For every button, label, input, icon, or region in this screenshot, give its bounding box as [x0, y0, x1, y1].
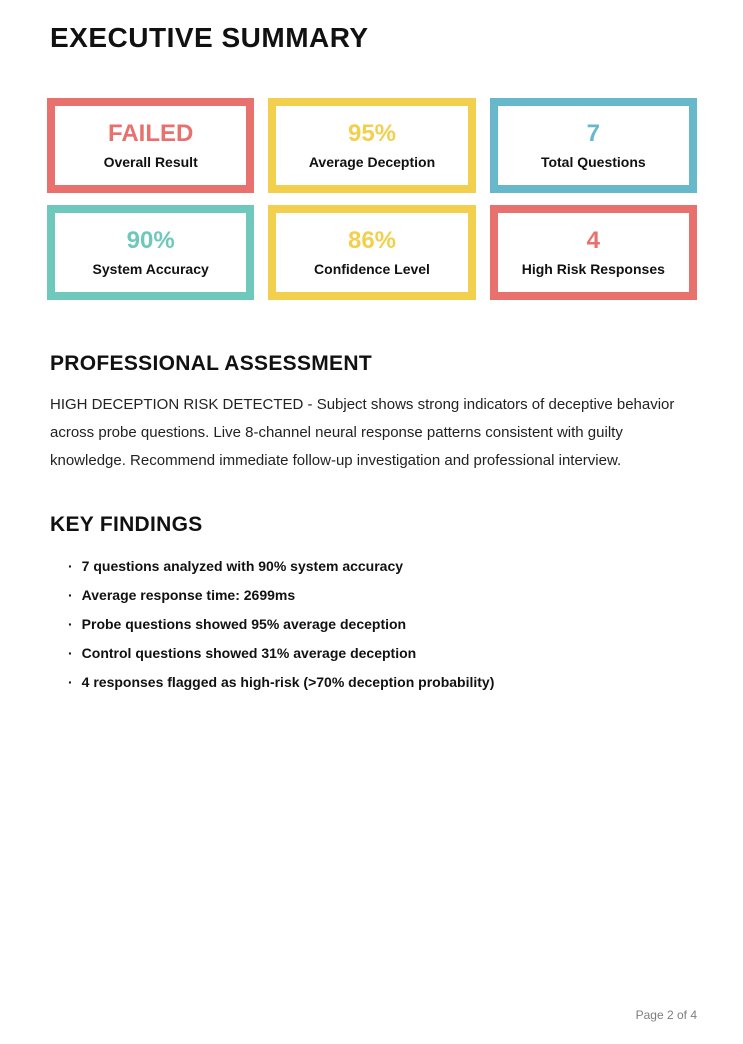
list-item	[68, 668, 697, 697]
finding-text: Control questions showed 31% average deception	[81, 645, 417, 661]
stat-card-system-accuracy	[47, 205, 254, 300]
key-findings-section	[50, 513, 697, 697]
stat-label: Total Questions	[540, 154, 646, 170]
key-findings-heading: KEY FINDINGS	[50, 513, 203, 536]
finding-text: 4 responses flagged as high-risk (>70% deception probability)	[81, 674, 495, 690]
bullet-icon: ·	[68, 674, 73, 690]
stat-card-high-risk-responses	[490, 205, 697, 300]
list-item	[68, 552, 697, 581]
list-item	[68, 581, 697, 610]
stat-value: 4	[586, 227, 600, 254]
stat-label: Average Deception	[308, 154, 436, 170]
stat-card-overall-result	[47, 98, 254, 193]
professional-assessment-section	[50, 352, 697, 475]
stat-value: 7	[586, 120, 600, 147]
bullet-icon: ·	[68, 587, 73, 603]
stat-card-total-questions	[490, 98, 697, 193]
stat-value: 90%	[126, 227, 175, 254]
stat-label: Confidence Level	[314, 261, 430, 277]
page-title: EXECUTIVE SUMMARY	[50, 22, 369, 53]
stat-value: 86%	[347, 227, 397, 254]
finding-text: Average response time: 2699ms	[81, 587, 296, 603]
finding-text: Probe questions showed 95% average deception	[81, 616, 407, 632]
bullet-icon: ·	[68, 645, 73, 661]
stat-label: Overall Result	[103, 154, 198, 170]
list-item	[68, 639, 697, 668]
stat-card-confidence-level	[268, 205, 475, 300]
professional-assessment-body: HIGH DECEPTION RISK DETECTED - Subject shows strong indicators of deceptive behavior across probe questions. Live 8-channel neural response patterns consistent with guilty knowledge. Recommend immediate follow-up investigation and professional interview.	[50, 396, 675, 469]
key-findings-list	[50, 552, 697, 697]
bullet-icon: ·	[68, 616, 73, 632]
summary-stat-grid	[47, 98, 697, 300]
bullet-icon: ·	[68, 558, 73, 574]
professional-assessment-heading: PROFESSIONAL ASSESSMENT	[50, 352, 372, 375]
list-item	[68, 610, 697, 639]
stat-label: High Risk Responses	[521, 261, 665, 277]
page-number: Page 2 of 4	[635, 1008, 697, 1022]
finding-text: 7 questions analyzed with 90% system accuracy	[81, 558, 404, 574]
stat-value: 95%	[347, 120, 397, 147]
stat-value: FAILED	[107, 120, 194, 147]
stat-card-average-deception	[268, 98, 475, 193]
stat-label: System Accuracy	[92, 261, 209, 277]
